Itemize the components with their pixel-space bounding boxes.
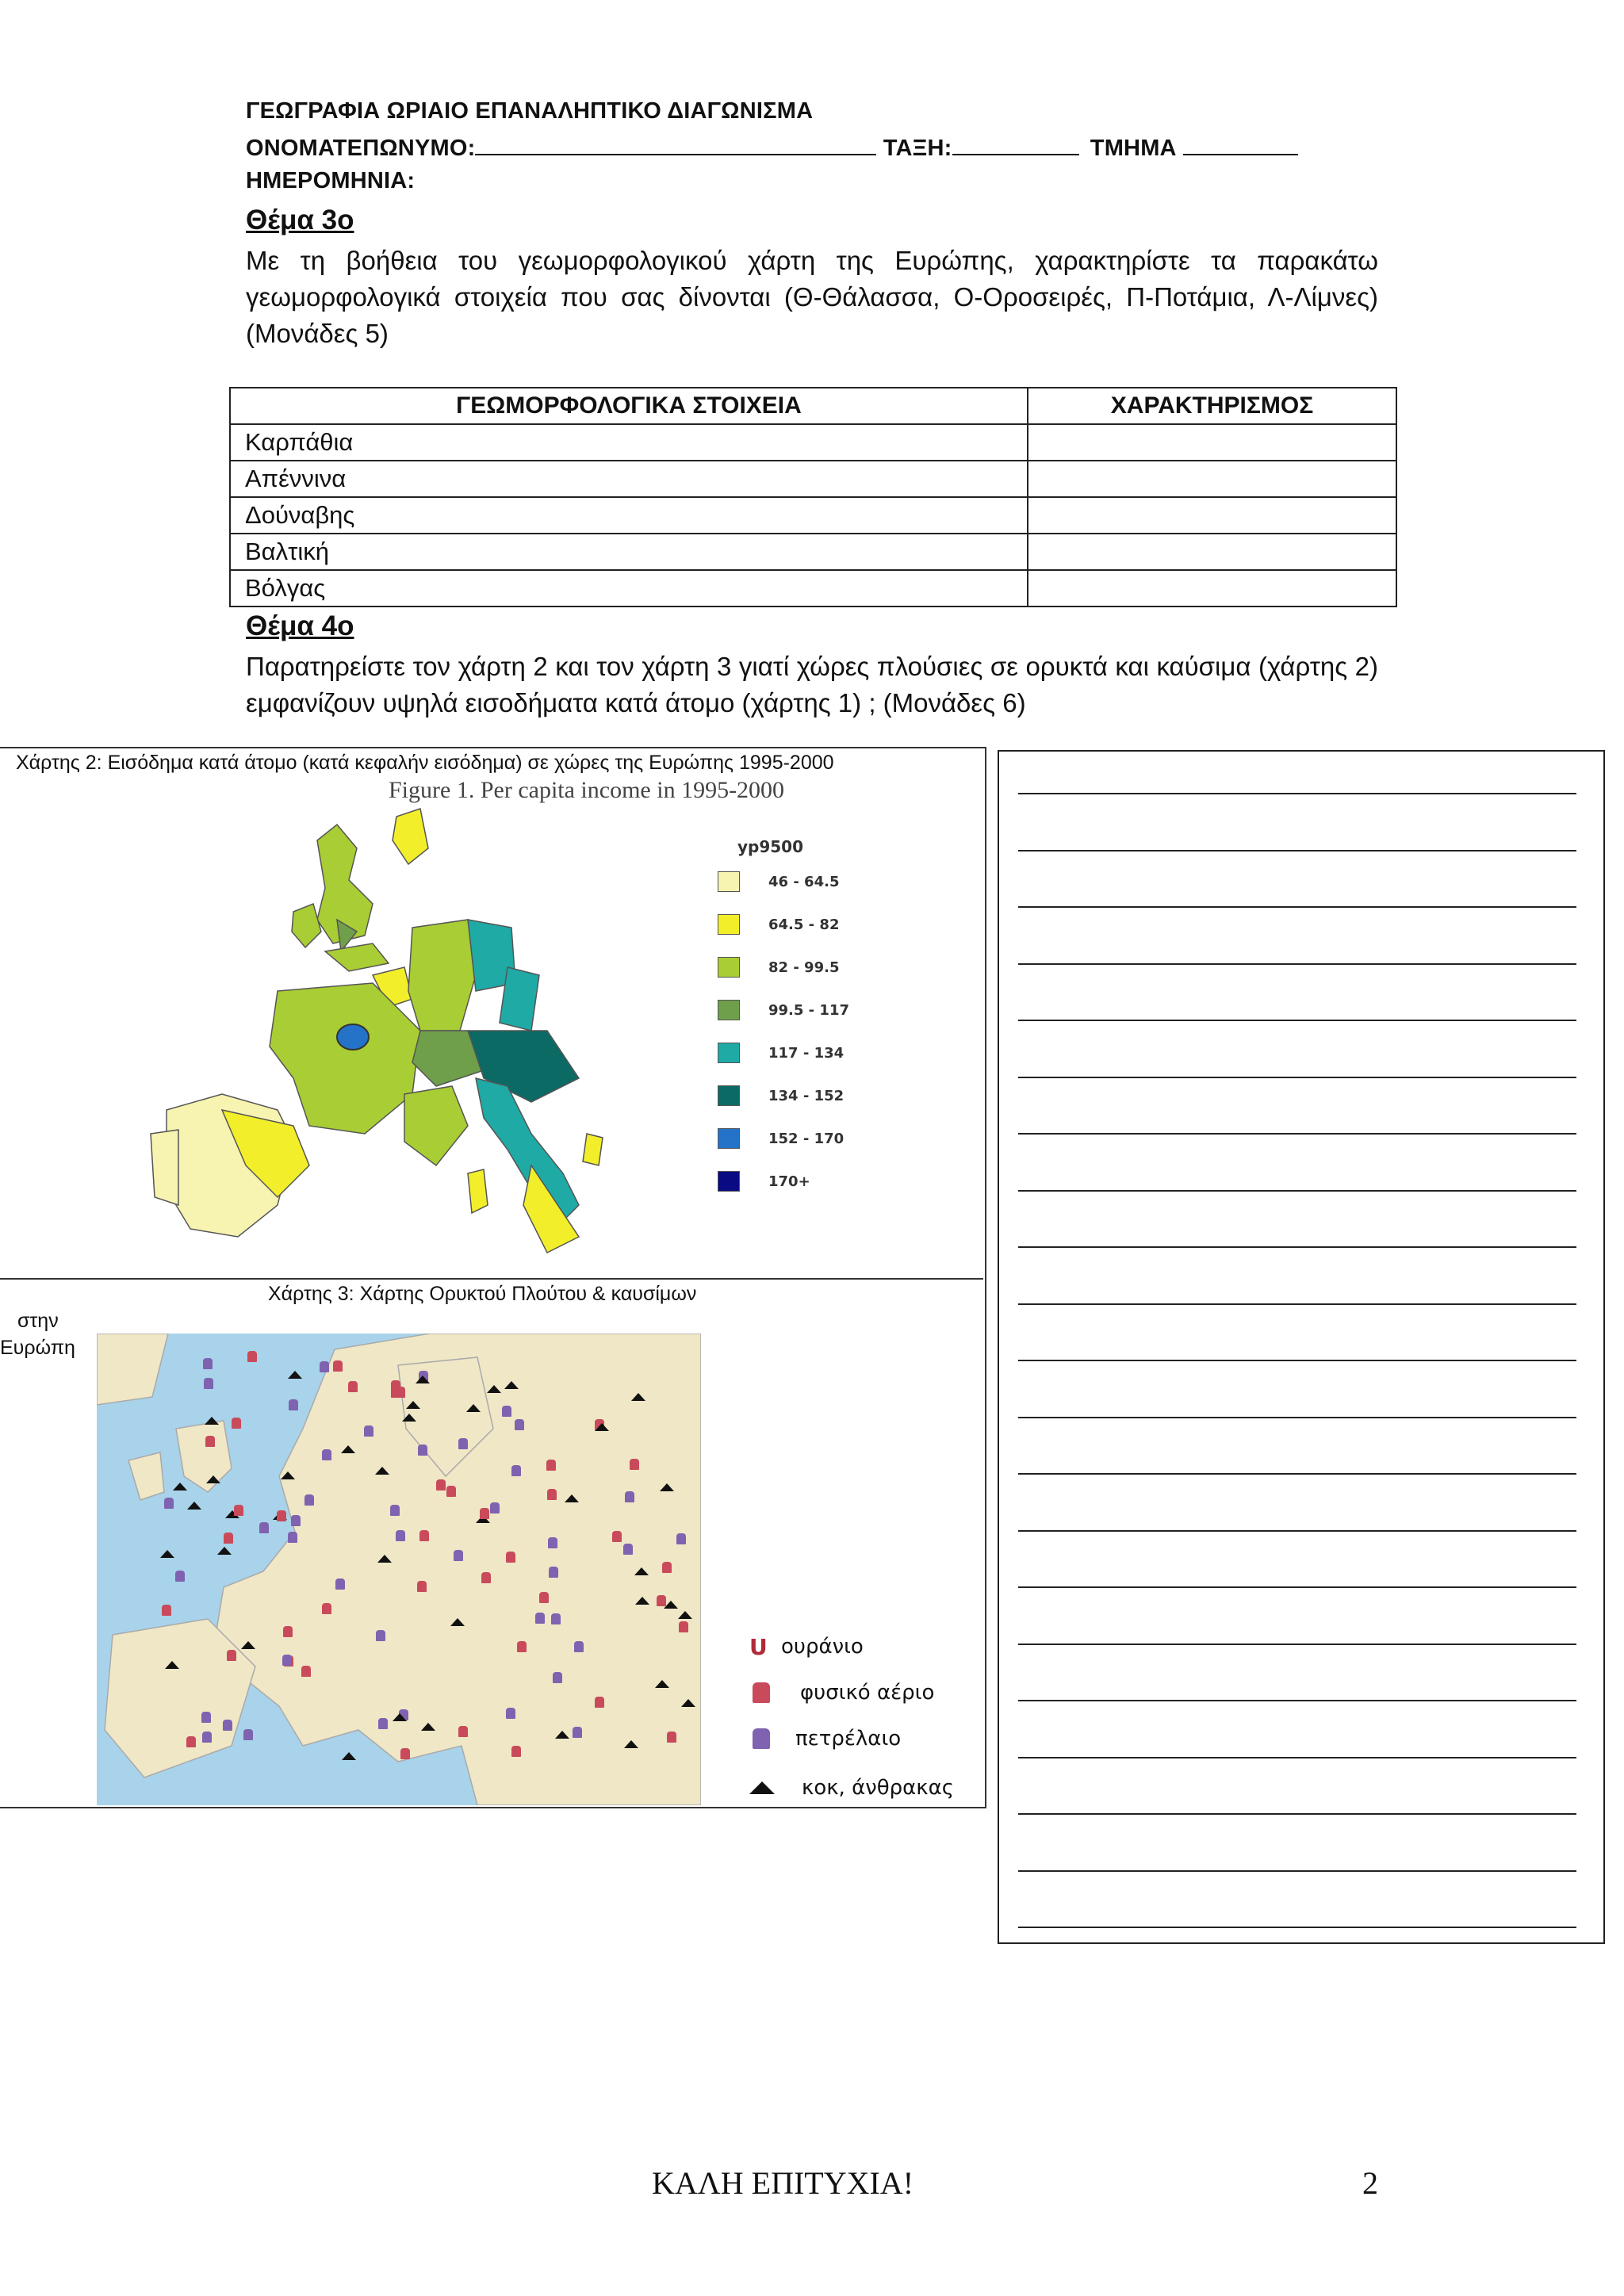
coal-marker <box>406 1401 420 1409</box>
oil-marker <box>506 1708 515 1719</box>
coal-marker <box>173 1483 187 1490</box>
gas-marker <box>283 1626 293 1637</box>
answer-cell[interactable] <box>1028 570 1396 607</box>
coal-marker <box>375 1467 389 1475</box>
gas-marker <box>348 1381 358 1392</box>
gas-marker <box>232 1418 241 1429</box>
gas-icon <box>753 1682 770 1703</box>
oil-marker <box>289 1399 298 1410</box>
answer-box[interactable] <box>998 750 1605 1944</box>
oil-marker <box>288 1532 297 1543</box>
gas-marker <box>234 1505 243 1516</box>
gas-marker <box>546 1460 556 1471</box>
oil-marker <box>203 1358 213 1369</box>
legend-item-uranium <box>749 1624 954 1670</box>
gas-marker <box>436 1479 446 1490</box>
element-cell: Καρπάθια <box>230 424 1028 461</box>
oil-marker <box>551 1613 561 1624</box>
legend-label: 99.5 - 117 <box>768 1001 849 1019</box>
oil-marker <box>223 1720 232 1731</box>
geomorphology-table <box>229 387 1397 607</box>
coal-marker <box>205 1417 219 1425</box>
oil-marker <box>396 1530 405 1541</box>
name-field[interactable] <box>475 133 876 155</box>
answer-line[interactable] <box>1018 963 1576 965</box>
gas-marker <box>547 1489 557 1500</box>
answer-line[interactable] <box>1018 1586 1576 1588</box>
coal-icon <box>749 1781 775 1794</box>
coal-marker <box>595 1423 609 1431</box>
oil-marker <box>364 1425 373 1437</box>
coal-marker <box>635 1597 649 1605</box>
legend-swatch <box>718 1085 740 1106</box>
income-choropleth <box>135 793 642 1269</box>
resource-map <box>97 1334 701 1805</box>
answer-line[interactable] <box>1018 906 1576 908</box>
exam-title: ΓΕΩΓΡΑΦΙΑ ΩΡΙΑΙΟ ΕΠΑΝΑΛΗΠΤΙΚΟ ΔΙΑΓΩΝΙΣΜΑ <box>246 98 814 124</box>
coal-marker <box>678 1611 692 1619</box>
map3-caption: Χάρτης 3: Χάρτης Ορυκτού Πλούτου & καυσίμων <box>268 1283 697 1305</box>
oil-marker <box>164 1498 174 1509</box>
table-row <box>230 424 1396 461</box>
gas-marker <box>417 1581 427 1592</box>
legend-swatch <box>718 914 740 935</box>
table-row <box>230 497 1396 534</box>
coal-marker <box>342 1752 356 1760</box>
coal-marker <box>341 1445 355 1453</box>
coal-marker <box>565 1494 579 1502</box>
answer-line[interactable] <box>1018 850 1576 851</box>
table-header-characterization: ΧΑΡΑΚΤΗΡΙΣΜΟΣ <box>1028 388 1396 424</box>
oil-marker <box>623 1544 633 1555</box>
oil-marker <box>573 1727 582 1738</box>
gas-marker <box>480 1508 489 1519</box>
gas-marker <box>612 1531 622 1542</box>
coal-marker <box>402 1414 416 1422</box>
answer-line[interactable] <box>1018 793 1576 794</box>
topic4-instructions: Παρατηρείστε τον χάρτη 2 και τον χάρτη 3 γιατί χώρες πλούσιες σε ορυκτά και καύσιμα (χάρτης 2) εμφανίζουν υψηλά εισοδήματα κατά άτομο (χάρτης 1) ; (Μονάδες 6) <box>246 652 1378 718</box>
figure-title: Figure 1. Per capita income in 1995-2000 <box>389 777 785 803</box>
date-label: ΗΜΕΡΟΜΗΝΙΑ: <box>246 168 416 193</box>
section-label: ΤΜΗΜΑ <box>1090 136 1177 161</box>
class-field[interactable] <box>952 133 1079 155</box>
oil-marker <box>502 1406 511 1417</box>
oil-marker <box>335 1578 345 1590</box>
gas-marker <box>162 1605 171 1616</box>
oil-marker <box>515 1419 524 1430</box>
oil-marker <box>676 1533 686 1544</box>
legend-title: yp9500 <box>737 837 804 856</box>
legend-item-coal <box>749 1762 954 1814</box>
gas-marker <box>186 1736 196 1747</box>
gas-marker <box>630 1459 639 1470</box>
legend-swatch <box>718 1043 740 1063</box>
element-cell: Βαλτική <box>230 534 1028 570</box>
oil-marker <box>243 1729 253 1740</box>
coal-marker <box>555 1731 569 1739</box>
coal-marker <box>206 1475 220 1483</box>
legend-label: 170+ <box>768 1173 810 1190</box>
legend-swatch <box>718 1171 740 1192</box>
gas-marker <box>511 1746 521 1757</box>
oil-marker <box>282 1655 292 1666</box>
coal-marker <box>421 1723 435 1731</box>
topic3-title: Θέμα 3ο <box>246 205 354 235</box>
legend-swatch <box>718 871 740 892</box>
gas-marker <box>679 1621 688 1632</box>
answer-line[interactable] <box>1018 1927 1576 1928</box>
gas-marker <box>205 1436 215 1447</box>
table-header-elements: ΓΕΩΜΟΡΦΟΛΟΓΙΚΑ ΣΤΟΙΧΕΙΑ <box>230 388 1028 424</box>
oil-marker <box>548 1537 557 1548</box>
answer-cell[interactable] <box>1028 424 1396 461</box>
answer-cell[interactable] <box>1028 461 1396 497</box>
answer-line[interactable] <box>1018 1190 1576 1192</box>
gas-marker <box>247 1351 257 1362</box>
gas-marker <box>446 1486 456 1497</box>
legend-swatch <box>718 1128 740 1149</box>
oil-marker <box>320 1361 329 1372</box>
coal-marker <box>487 1385 501 1393</box>
coal-marker <box>624 1740 638 1748</box>
side-text-2: Ευρώπη <box>0 1337 75 1359</box>
topic3-instructions: Με τη βοήθεια του γεωμορφολογικού χάρτη της Ευρώπης, χαρακτηρίστε τα παρακάτω γεωμορφολογικά στοιχεία που σας δίνονται (Θ-Θάλασσα, Ο-Οροσειρές, Π-Ποτάμια, Λ-Λίμνες) (Μονάδες 5) <box>246 246 1378 348</box>
oil-marker <box>201 1712 211 1723</box>
footer-message: ΚΑΛΗ ΕΠΙΤΥΧΙΑ! <box>652 2165 914 2201</box>
income-legend <box>718 860 849 1203</box>
coal-marker <box>281 1471 295 1479</box>
answer-line[interactable] <box>1018 1417 1576 1418</box>
gas-marker <box>301 1666 311 1677</box>
income-legend-item <box>718 1160 849 1203</box>
coal-marker <box>288 1371 302 1379</box>
legend-label: κοκ, άνθρακας <box>802 1776 955 1800</box>
answer-line[interactable] <box>1018 1020 1576 1021</box>
coal-marker <box>416 1376 430 1383</box>
legend-label: πετρέλαιο <box>795 1727 902 1751</box>
topic4-title: Θέμα 4ο <box>246 610 354 641</box>
answer-line[interactable] <box>1018 1473 1576 1475</box>
coal-marker <box>631 1393 645 1401</box>
legend-label: 46 - 64.5 <box>768 873 840 890</box>
coal-marker <box>634 1567 649 1575</box>
gas-marker <box>224 1533 233 1544</box>
oil-marker <box>553 1672 562 1683</box>
answer-line[interactable] <box>1018 1246 1576 1248</box>
answer-line[interactable] <box>1018 1133 1576 1135</box>
income-legend-item <box>718 903 849 946</box>
gas-marker <box>657 1595 666 1606</box>
income-legend-item <box>718 989 849 1031</box>
element-cell: Βόλγας <box>230 570 1028 607</box>
table-row <box>230 461 1396 497</box>
oil-marker <box>511 1465 521 1476</box>
legend-label: 152 - 170 <box>768 1130 845 1147</box>
answer-line[interactable] <box>1018 1077 1576 1078</box>
oil-marker <box>454 1550 463 1561</box>
oil-marker <box>535 1613 545 1624</box>
oil-marker <box>458 1438 468 1449</box>
coal-marker <box>655 1680 669 1688</box>
gas-marker <box>400 1748 410 1759</box>
maps-divider <box>0 1278 983 1280</box>
answer-line[interactable] <box>1018 1360 1576 1361</box>
coal-marker <box>393 1713 407 1721</box>
income-map <box>135 777 888 1261</box>
gas-marker <box>333 1360 343 1372</box>
income-legend-item <box>718 1074 849 1117</box>
legend-label: φυσικό αέριο <box>800 1681 935 1705</box>
table-row <box>230 570 1396 607</box>
coal-marker <box>660 1483 674 1491</box>
gas-marker <box>277 1510 286 1521</box>
answer-line[interactable] <box>1018 1530 1576 1532</box>
coal-marker <box>466 1404 481 1412</box>
gas-marker <box>481 1572 491 1583</box>
name-label: ΟΝΟΜΑΤΕΠΩΝΥΜΟ: <box>246 136 476 161</box>
answer-line[interactable] <box>1018 1870 1576 1872</box>
coal-marker <box>241 1641 255 1649</box>
oil-marker <box>418 1445 427 1456</box>
element-cell: Δούναβης <box>230 497 1028 534</box>
answer-line[interactable] <box>1018 1700 1576 1701</box>
answer-line[interactable] <box>1018 1303 1576 1305</box>
oil-marker <box>259 1522 269 1533</box>
section-field[interactable] <box>1183 133 1298 155</box>
gas-marker <box>667 1732 676 1743</box>
student-info-line <box>246 133 1298 162</box>
legend-label: ουράνιο <box>781 1635 864 1659</box>
income-legend-item <box>718 860 849 903</box>
answer-line[interactable] <box>1018 1813 1576 1815</box>
oil-marker <box>378 1718 388 1729</box>
coal-marker <box>377 1555 392 1563</box>
resource-markers <box>97 1334 701 1805</box>
gas-marker <box>662 1562 672 1573</box>
page-number: 2 <box>1362 2165 1378 2201</box>
coal-marker <box>160 1550 174 1558</box>
coal-marker <box>681 1699 695 1707</box>
legend-swatch <box>718 957 740 978</box>
oil-marker <box>490 1502 500 1513</box>
coal-marker <box>187 1502 201 1510</box>
gas-marker <box>419 1530 429 1541</box>
side-text-1: στην <box>17 1310 59 1332</box>
gas-marker <box>227 1650 236 1661</box>
oil-marker <box>390 1505 400 1516</box>
legend-label: 82 - 99.5 <box>768 959 840 976</box>
oil-marker <box>304 1494 314 1506</box>
oil-marker <box>204 1378 213 1389</box>
legend-item-oil <box>749 1716 954 1762</box>
oil-marker <box>574 1641 584 1652</box>
answer-cell[interactable] <box>1028 497 1396 534</box>
coal-marker <box>504 1381 519 1389</box>
table-row <box>230 534 1396 570</box>
income-legend-item <box>718 1117 849 1160</box>
oil-marker <box>202 1732 212 1743</box>
coal-marker <box>450 1618 465 1626</box>
oil-marker <box>322 1449 331 1460</box>
legend-swatch <box>718 1000 740 1020</box>
legend-label: 134 - 152 <box>768 1087 845 1104</box>
oil-marker <box>376 1630 385 1641</box>
income-legend-item <box>718 1031 849 1074</box>
legend-item-gas <box>749 1670 954 1716</box>
gas-marker <box>322 1603 331 1614</box>
gas-marker <box>458 1726 468 1737</box>
income-legend-item <box>718 946 849 989</box>
gas-marker <box>391 1380 400 1391</box>
answer-cell[interactable] <box>1028 534 1396 570</box>
oil-marker <box>291 1515 301 1526</box>
oil-icon <box>753 1728 770 1749</box>
uranium-icon: U <box>749 1633 768 1660</box>
oil-marker <box>175 1571 185 1582</box>
legend-label: 117 - 134 <box>768 1044 845 1062</box>
oil-marker <box>625 1491 634 1502</box>
class-label: ΤΑΞΗ: <box>883 136 952 161</box>
coal-marker <box>217 1547 232 1555</box>
gas-marker <box>595 1697 604 1708</box>
answer-line[interactable] <box>1018 1644 1576 1645</box>
gas-marker <box>539 1592 549 1603</box>
gas-marker <box>517 1641 527 1652</box>
resource-legend <box>749 1624 954 1814</box>
legend-label: 64.5 - 82 <box>768 916 840 933</box>
element-cell: Απέννινα <box>230 461 1028 497</box>
oil-marker <box>549 1567 558 1578</box>
gas-marker <box>506 1552 515 1563</box>
coal-marker <box>165 1661 179 1669</box>
answer-line[interactable] <box>1018 1757 1576 1758</box>
map2-caption: Χάρτης 2: Εισόδημα κατά άτομο (κατά κεφαλήν εισόδημα) σε χώρες της Ευρώπης 1995-2000 <box>16 752 834 774</box>
